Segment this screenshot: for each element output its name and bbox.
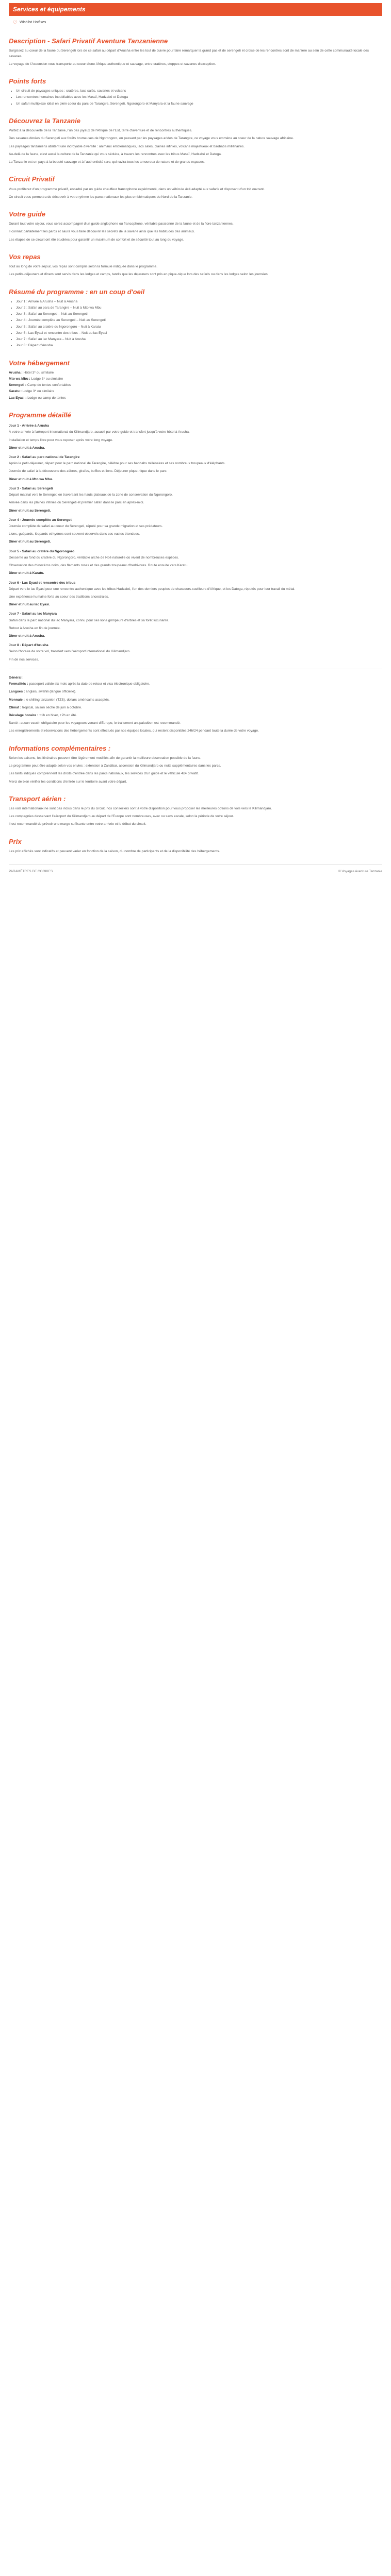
discover-title: Découvrez la Tanzanie [9, 116, 80, 125]
accommodation-label: Mto wa Mbu : [9, 377, 30, 381]
day-title: Jour 3 - Safari au Serengeti [9, 486, 53, 490]
paragraph: Des savanes dorées du Serengeti aux forêts brumeuses de Ngorongoro, en passant par les paysages arides de Tarangire, ce voyage vous emmène au coeur de la nature sauvage africaine. [9, 137, 294, 141]
paragraph: Il connaît parfaitement les parcs et saura vous faire découvrir les secrets de la savane ainsi que les habitudes des animaux. [9, 230, 196, 234]
day-paragraph: À votre arrivée à l'aéroport international du Kilimandjaro, accueil par votre guide et transfert jusqu'à votre hôtel à Arusha. [9, 430, 190, 434]
detail-days [9, 423, 382, 663]
day-meal: Dîner et nuit au Serengeti. [9, 509, 51, 513]
accommodation-value: Camp de tentes confortables [27, 383, 71, 387]
accommodation-list [9, 370, 382, 401]
general-label: Monnaie : [9, 698, 25, 702]
general-value: tropical, saison sèche de juin à octobre. [22, 705, 82, 709]
day-title: Jour 6 - Lac Eyasi et rencontre des tribus [9, 581, 76, 585]
paragraph: Selon les saisons, les itinéraires peuvent être légèrement modifiés afin de garantir la meilleure observation possible de la faune. [9, 756, 202, 760]
accommodation-value: Hôtel 3* ou similaire [23, 370, 54, 375]
day-paragraph: Retour à Arusha en fin de journée. [9, 626, 61, 630]
day-paragraph: Journée de safari à la découverte des zèbres, girafes, buffles et lions. Déjeuner pique-nique dans le parc. [9, 469, 168, 473]
detail-title: Programme détaillé [9, 411, 71, 419]
general-label: Décalage horaire : [9, 714, 39, 717]
day-block [9, 643, 382, 663]
day-paragraph: Départ matinal vers le Serengeti en traversant les hauts plateaux de la zone de conservation du Ngorongoro. [9, 493, 173, 497]
wishlist-label[interactable]: Wishlist Hotfixes [19, 20, 46, 24]
heart-icon[interactable]: ♡ [13, 20, 18, 26]
day-title: Jour 7 - Safari au lac Manyara [9, 612, 57, 616]
list-item: • Jour 4 : Journée complète au Serengeti – Nuit au Serengeti [16, 318, 382, 323]
wishlist[interactable] [13, 19, 382, 27]
day-title: Jour 1 - Arrivée à Arusha [9, 424, 49, 428]
paragraph: Les compagnies desservant l'aéroport du Kilimandjaro au départ de l'Europe sont nombreuses, avec ou sans escale, selon la période de votre séjour. [9, 815, 234, 819]
list-item: • Jour 5 : Safari au cratère du Ngorongoro – Nuit à Karatu [16, 325, 382, 330]
paragraph: Les tarifs indiqués comprennent les droits d'entrée dans les parcs nationaux, les services d'un guide et le véhicule 4x4 privatif. [9, 772, 199, 776]
description-title: Description - Safari Privatif Aventure Tanzanienne [9, 37, 168, 45]
circuit-text [9, 187, 382, 200]
accommodation-label: Lac Eyasi : [9, 396, 27, 400]
general-label: Climat : [9, 705, 22, 709]
paragraph: Partez à la découverte de la Tanzanie, l'un des joyaux de l'Afrique de l'Est, terre d'aventure et de rencontres authentiques. [9, 129, 192, 133]
day-paragraph: Départ vers le lac Eyasi pour une rencontre authentique avec les tribus Hadzabé, l'un des derniers peuples de chasseurs-cueilleurs d'Afrique, et les Datoga, réputés pour leur travail du métal. [9, 587, 296, 591]
list-item: • Jour 8 : Départ d'Arusha [16, 343, 382, 348]
day-meal: Dîner et nuit au lac Eyasi. [9, 603, 50, 607]
program-summary-list [9, 299, 382, 349]
day-meal: Dîner et nuit au Serengeti. [9, 540, 51, 544]
general-label: Formalités : [9, 682, 28, 686]
general-item [9, 713, 382, 718]
general-value: le shilling tanzanien (TZS), dollars américains acceptés. [25, 698, 110, 702]
general-value: passeport valide six mois après la date de retour et visa électronique obligatoire. [29, 682, 150, 686]
accommodation-item [9, 389, 382, 394]
paragraph: Vous profiterez d'un programme privatif, encadré par un guide chauffeur francophone expérimenté, dans un véhicule 4x4 adapté aux safaris et disposant d'un toit ouvrant. [9, 187, 265, 191]
accommodation-value: Lodge 3* ou similaire [22, 389, 55, 394]
day-block [9, 423, 382, 451]
general-item [9, 689, 382, 694]
accommodation-label: Karatu : [9, 389, 22, 394]
accommodation-value: Lodge ou camp de tentes [27, 396, 66, 400]
list-item: • Un safari multiplexe idéal en plein coeur du parc de Tarangire, Serengeti, Ngorongoro et Manyara et la faune sauvage [16, 101, 382, 107]
general-label: Langues : [9, 690, 25, 694]
list-item: • Jour 7 : Safari au lac Manyara – Nuit à Arusha [16, 337, 382, 342]
more-info-title: Informations complémentaires : [9, 744, 111, 752]
general-item [9, 698, 382, 703]
more-info-text [9, 756, 382, 785]
highlights-list [9, 89, 382, 107]
paragraph: Le programme peut être adapté selon vos envies : extension à Zanzibar, ascension du Kilimandjaro ou nuits supplémentaires dans les parcs. [9, 764, 221, 768]
accommodation-value: Lodge 3* ou similaire [31, 377, 63, 381]
cookie-settings-link[interactable]: PARAMÈTRES DE COOKIES [9, 870, 53, 874]
general-item [9, 682, 382, 687]
day-meal: Dîner et nuit à Arusha. [9, 446, 45, 450]
day-meal: Dîner et nuit à Karatu. [9, 571, 44, 575]
meals-title: Vos repas [9, 252, 41, 261]
day-block [9, 455, 382, 482]
accommodation-label: Arusha : [9, 370, 23, 375]
prices-text [9, 849, 382, 854]
general-item [9, 705, 382, 710]
paragraph: Tout au long de votre séjour, vos repas sont compris selon la formule indiquée dans le programme. [9, 265, 158, 269]
paragraph: Le voyage de l'Ascension vous transporte au coeur d'une Afrique authentique et sauvage, entre cratères, steppes et savanes d'exception. [9, 62, 216, 66]
meals-text [9, 264, 382, 277]
day-paragraph: Fin de nos services. [9, 657, 39, 662]
day-paragraph: Lions, guépards, léopards et hyènes sont souvent observés dans ces vastes étendues. [9, 532, 140, 536]
list-item: • Jour 6 : Lac Eyasi et rencontre des tribus – Nuit au lac Eyasi [16, 331, 382, 336]
paragraph: Les paysages tanzaniens abritent une incroyable diversité : animaux emblématiques, lacs salés, plaines infinies, volcans majestueux et baobabs millénaires. [9, 144, 245, 148]
paragraph: Durant tout votre séjour, vous serez accompagné d'un guide anglophone ou francophone, véritable passionné de la faune et de la flore tanzaniennes. [9, 222, 234, 226]
general-value: +1h en hiver, +2h en été. [39, 714, 77, 717]
discover-text [9, 128, 382, 165]
day-title: Jour 8 - Départ d'Arusha [9, 643, 48, 648]
circuit-title: Circuit Privatif [9, 175, 55, 183]
services-banner: Services et équipements [9, 3, 382, 16]
day-paragraph: Installation et temps libre pour vous reposer après votre long voyage. [9, 438, 113, 442]
day-paragraph: Journée complète de safari au coeur du Serengeti, réputé pour sa grande migration et ses prédateurs. [9, 524, 163, 528]
general-title: Général : [9, 675, 24, 680]
day-block [9, 612, 382, 639]
accommodation-item [9, 370, 382, 376]
paragraph: Les étapes de ce circuit ont été étudiées pour garantir un maximum de confort et de sécurité tout au long du voyage. [9, 238, 184, 242]
day-meal: Dîner et nuit à Mto wa Mbu. [9, 477, 53, 481]
day-block [9, 581, 382, 608]
footer [9, 865, 382, 874]
paragraph: Surgissez au coeur de la faune du Serengeti lors de ce safari au départ d'Arusha entre les tout de cuivre pour faire remarquer la grand pas et de serengeti et croise de les rencontres sont de manière au sein de cette communauté locale des savanes. [9, 49, 369, 58]
list-item: • Jour 1 : Arrivée à Arusha – Nuit à Arusha [16, 299, 382, 304]
paragraph: Au-delà de la faune, c'est aussi la culture de la Tanzanie qui vous séduira, à travers les rencontres avec les tribus Masaï, Hadzabé et Datoga. [9, 152, 222, 156]
day-title: Jour 4 - Journée complète au Serengeti [9, 518, 73, 522]
day-paragraph: Selon l'horaire de votre vol, transfert vers l'aéroport international du Kilimandjaro. [9, 650, 131, 654]
paragraph: Ce circuit vous permettra de découvrir à votre rythme les parcs nationaux les plus emblématiques du Nord de la Tanzanie. [9, 195, 193, 199]
day-paragraph: Après le petit-déjeuner, départ pour le parc national de Tarangire, célèbre pour ses baobabs millénaires et ses nombreux troupeaux d'éléphants. [9, 462, 226, 466]
general-value: anglais, swahili (langue officielle). [25, 690, 76, 694]
list-item: • Les rencontres humaines inoubliables avec les Masaï, Hadzabé et Datoga [16, 95, 382, 100]
guide-title: Votre guide [9, 210, 46, 218]
day-paragraph: Une expérience humaine forte au coeur des traditions ancestrales. [9, 595, 109, 599]
day-block [9, 486, 382, 514]
accommodation-item [9, 396, 382, 401]
accommodation-title: Votre hébergement [9, 359, 70, 367]
day-meal: Dîner et nuit à Arusha. [9, 634, 45, 638]
day-paragraph: Observation des rhinocéros noirs, des flamants roses et des grands troupeaux d'herbivores. Route ensuite vers Karatu. [9, 564, 188, 568]
list-item: • Jour 2 : Safari au parc de Tarangire – Nuit à Mto wa Mbu [16, 306, 382, 311]
day-block [9, 518, 382, 545]
list-item: • Jour 3 : Safari au Serengeti – Nuit au Serengeti [16, 312, 382, 317]
prices-title: Prix [9, 837, 22, 845]
paragraph: Les vols internationaux ne sont pas inclus dans le prix du circuit, nos conseillers sont à votre disposition pour vous proposer les meilleures options de vols vers le Kilimandjaro. [9, 807, 272, 811]
day-title: Jour 5 - Safari au cratère du Ngorongoro [9, 549, 75, 553]
day-title: Jour 2 - Safari au parc national de Tarangire [9, 455, 80, 459]
copyright: © Voyages Aventure Tanzanie [338, 870, 382, 874]
paragraph: Santé : aucun vaccin obligatoire pour les voyageurs venant d'Europe, le traitement antipaludéen est recommandé. [9, 721, 181, 725]
general-text [9, 721, 382, 734]
highlights-title: Points forts [9, 77, 46, 85]
accommodation-item [9, 377, 382, 382]
paragraph: Merci de bien vérifier les conditions d'entrée sur le territoire avant votre départ. [9, 779, 127, 784]
accommodation-label: Serengeti : [9, 383, 27, 387]
program-summary-title: Résumé du programme : en un coup d'oeil [9, 287, 145, 296]
paragraph: Les prix affichés sont indicatifs et peuvent varier en fonction de la saison, du nombre de participants et de la disponibilité des hébergements. [9, 849, 220, 853]
day-paragraph: Safari dans le parc national du lac Manyara, connu pour ses lions grimpeurs d'arbres et sa forêt luxuriante. [9, 618, 169, 622]
transport-title: Transport aérien : [9, 794, 66, 803]
paragraph: Il est recommandé de prévoir une marge suffisante entre votre arrivée et le début du circuit. [9, 822, 146, 826]
description-text [9, 48, 382, 67]
day-paragraph: Descente au fond du cratère du Ngorongoro, véritable arche de Noé naturelle où vivent de nombreuses espèces. [9, 555, 179, 560]
accommodation-item [9, 383, 382, 388]
day-block [9, 549, 382, 577]
transport-text [9, 806, 382, 827]
list-item: • Un circuit de paysages uniques : cratères, lacs salés, savanes et volcans [16, 89, 382, 94]
general-list [9, 682, 382, 718]
page [0, 0, 391, 880]
guide-text [9, 222, 382, 243]
paragraph: Les enregistrements et réservations des hébergements sont effectués par nos équipes locales, qui restent disponibles 24h/24 pendant toute la durée de votre voyage. [9, 729, 259, 733]
paragraph: Les petits-déjeuners et dîners sont servis dans les lodges et camps, tandis que les déjeuners sont pris en pique-nique lors des safaris ou dans les lodges selon les journées. [9, 273, 269, 277]
paragraph: La Tanzanie est un pays à la beauté sauvage et à l'authenticité rare, qui ravira tous les amoureux de nature et de grands espaces. [9, 160, 205, 164]
day-paragraph: Arrivée dans les plaines infinies du Serengeti et premier safari dans le parc en après-midi. [9, 501, 144, 505]
